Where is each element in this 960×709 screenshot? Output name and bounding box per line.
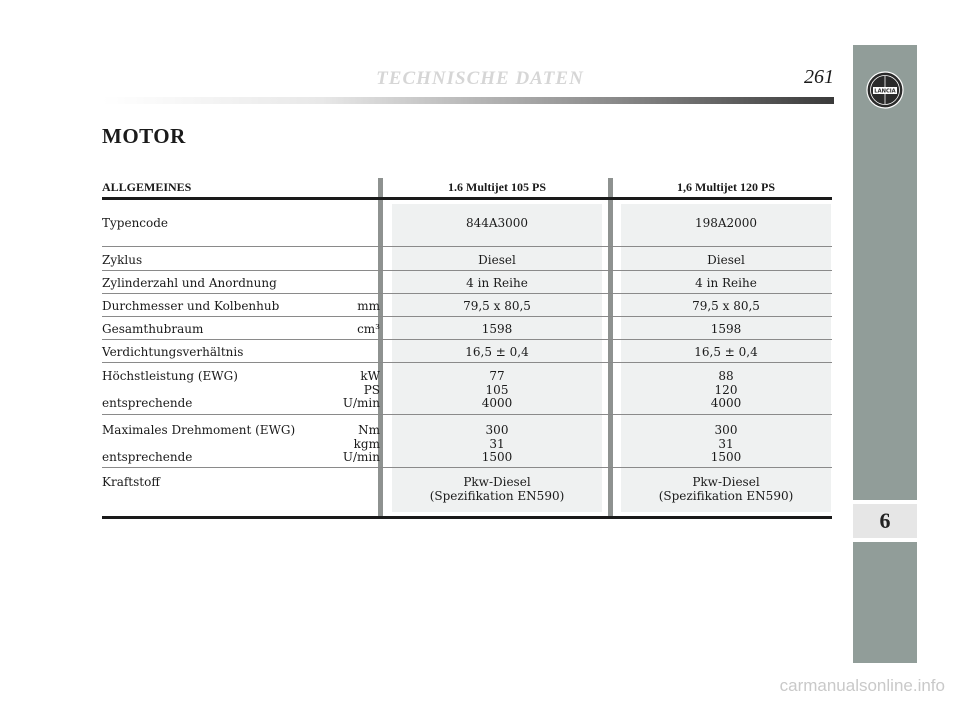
- row-value-120-line: 79,5 x 80,5: [692, 299, 760, 313]
- row-value-120-line: 16,5 ± 0,4: [694, 345, 758, 359]
- row-value-120-line: 120: [714, 382, 738, 397]
- row-value-120: [621, 476, 831, 503]
- row-value-120: [621, 300, 831, 314]
- row-value-105: [392, 346, 602, 360]
- row-value-120-line: 31: [718, 436, 734, 451]
- chapter-side-tab: [853, 45, 917, 663]
- row-unit: [302, 323, 380, 337]
- row-value-120: [621, 346, 831, 360]
- row-label-line: Maximales Drehmoment (EWG): [102, 423, 296, 437]
- row-label: [102, 254, 380, 268]
- row-unit: [302, 300, 380, 314]
- row-label-line: Gesamthubraum: [102, 322, 204, 336]
- row-value-105: [392, 254, 602, 268]
- row-unit-line: PS: [363, 382, 380, 397]
- row-value-105-line: 16,5 ± 0,4: [465, 345, 529, 359]
- row-value-120: [621, 424, 831, 465]
- row-unit: [302, 424, 380, 465]
- row-label-line: Zylinderzahl und Anordnung: [102, 276, 277, 290]
- row-label-line: Zyklus: [102, 253, 143, 267]
- row-value-105-line: 1598: [481, 322, 513, 336]
- row-label: [102, 346, 380, 360]
- row-value-120: [621, 217, 831, 231]
- row-unit-line: U/min: [342, 396, 380, 410]
- row-value-120-line: 4 in Reihe: [695, 276, 757, 290]
- header-gradient-bar: [102, 97, 834, 104]
- row-value-105-line: 844A3000: [465, 216, 529, 230]
- row-value-105-line: 79,5 x 80,5: [463, 299, 531, 313]
- row-value-120-line: Diesel: [707, 253, 745, 267]
- row-label-line: Kraftstoff: [102, 475, 160, 489]
- row-value-120: [621, 370, 831, 411]
- row-value-120: [621, 323, 831, 337]
- chapter-number: 6: [853, 500, 917, 542]
- row-unit-line: kW: [360, 369, 380, 383]
- row-value-105: [392, 476, 602, 503]
- row-value-105-line: Pkw-Diesel: [463, 475, 531, 489]
- watermark: carmanualsonline.info: [779, 676, 945, 695]
- header-rule: [102, 197, 832, 200]
- page-number: 261: [804, 66, 834, 88]
- row-value-105: [392, 370, 602, 411]
- row-divider: [102, 293, 832, 294]
- row-label-line: entsprechende: [102, 450, 193, 464]
- row-value-120-line: 1598: [710, 322, 742, 336]
- row-label-line: Durchmesser und Kolbenhub: [102, 299, 280, 313]
- row-unit-line: kgm: [353, 436, 380, 451]
- row-value-105-line: Diesel: [478, 253, 516, 267]
- row-value-105: [392, 300, 602, 314]
- row-unit-line: cm³: [357, 322, 380, 336]
- row-value-105-line: 77: [489, 369, 505, 383]
- header-engine-120: 1,6 Multijet 120 PS: [677, 180, 775, 194]
- row-unit-line: mm: [357, 299, 380, 313]
- row-value-120-line: 88: [718, 369, 734, 383]
- row-divider: [102, 246, 832, 247]
- footer-rule: [102, 516, 832, 519]
- row-label-line: entsprechende: [102, 396, 193, 410]
- header-engine-105: 1.6 Multijet 105 PS: [448, 180, 546, 194]
- row-value-120-line: 1500: [710, 450, 742, 464]
- section-title: MOTOR: [102, 124, 186, 148]
- row-value-120: [621, 254, 831, 268]
- running-header-title: TECHNISCHE DATEN: [376, 68, 584, 89]
- row-label: [102, 277, 380, 291]
- row-value-120-line: Pkw-Diesel: [692, 475, 760, 489]
- row-value-105: [392, 217, 602, 231]
- row-value-105-line: 105: [485, 382, 509, 397]
- row-divider: [102, 362, 832, 363]
- row-value-120-line: 4000: [710, 396, 742, 410]
- row-value-105: [392, 323, 602, 337]
- row-value-105: [392, 277, 602, 291]
- row-label-line: Typencode: [102, 216, 169, 230]
- row-unit-line: U/min: [342, 450, 380, 464]
- row-value-105-line: 4000: [481, 396, 513, 410]
- row-unit-line: Nm: [358, 423, 380, 437]
- row-value-105-line: 1500: [481, 450, 513, 464]
- row-value-120-line: (Spezifikation EN590): [658, 488, 794, 503]
- header-general: ALLGEMEINES: [102, 180, 192, 194]
- logo-text: LANCIA: [874, 88, 896, 95]
- row-value-105-line: (Spezifikation EN590): [429, 488, 565, 503]
- row-value-120-line: 198A2000: [694, 216, 758, 230]
- row-value-105-line: 31: [489, 436, 505, 451]
- row-value-105-line: 300: [485, 423, 509, 437]
- row-label-line: Verdichtungsverhältnis: [102, 345, 244, 359]
- row-divider: [102, 270, 832, 271]
- row-value-105-line: 4 in Reihe: [466, 276, 528, 290]
- row-value-120-line: 300: [714, 423, 738, 437]
- row-divider: [102, 467, 832, 468]
- row-value-105: [392, 424, 602, 465]
- row-divider: [102, 339, 832, 340]
- row-divider: [102, 414, 832, 415]
- row-label: [102, 217, 380, 231]
- row-label-line: Höchstleistung (EWG): [102, 369, 238, 383]
- row-unit: [302, 370, 380, 411]
- row-label: [102, 476, 380, 490]
- lancia-shield-icon: [865, 70, 905, 110]
- row-value-120: [621, 277, 831, 291]
- row-divider: [102, 316, 832, 317]
